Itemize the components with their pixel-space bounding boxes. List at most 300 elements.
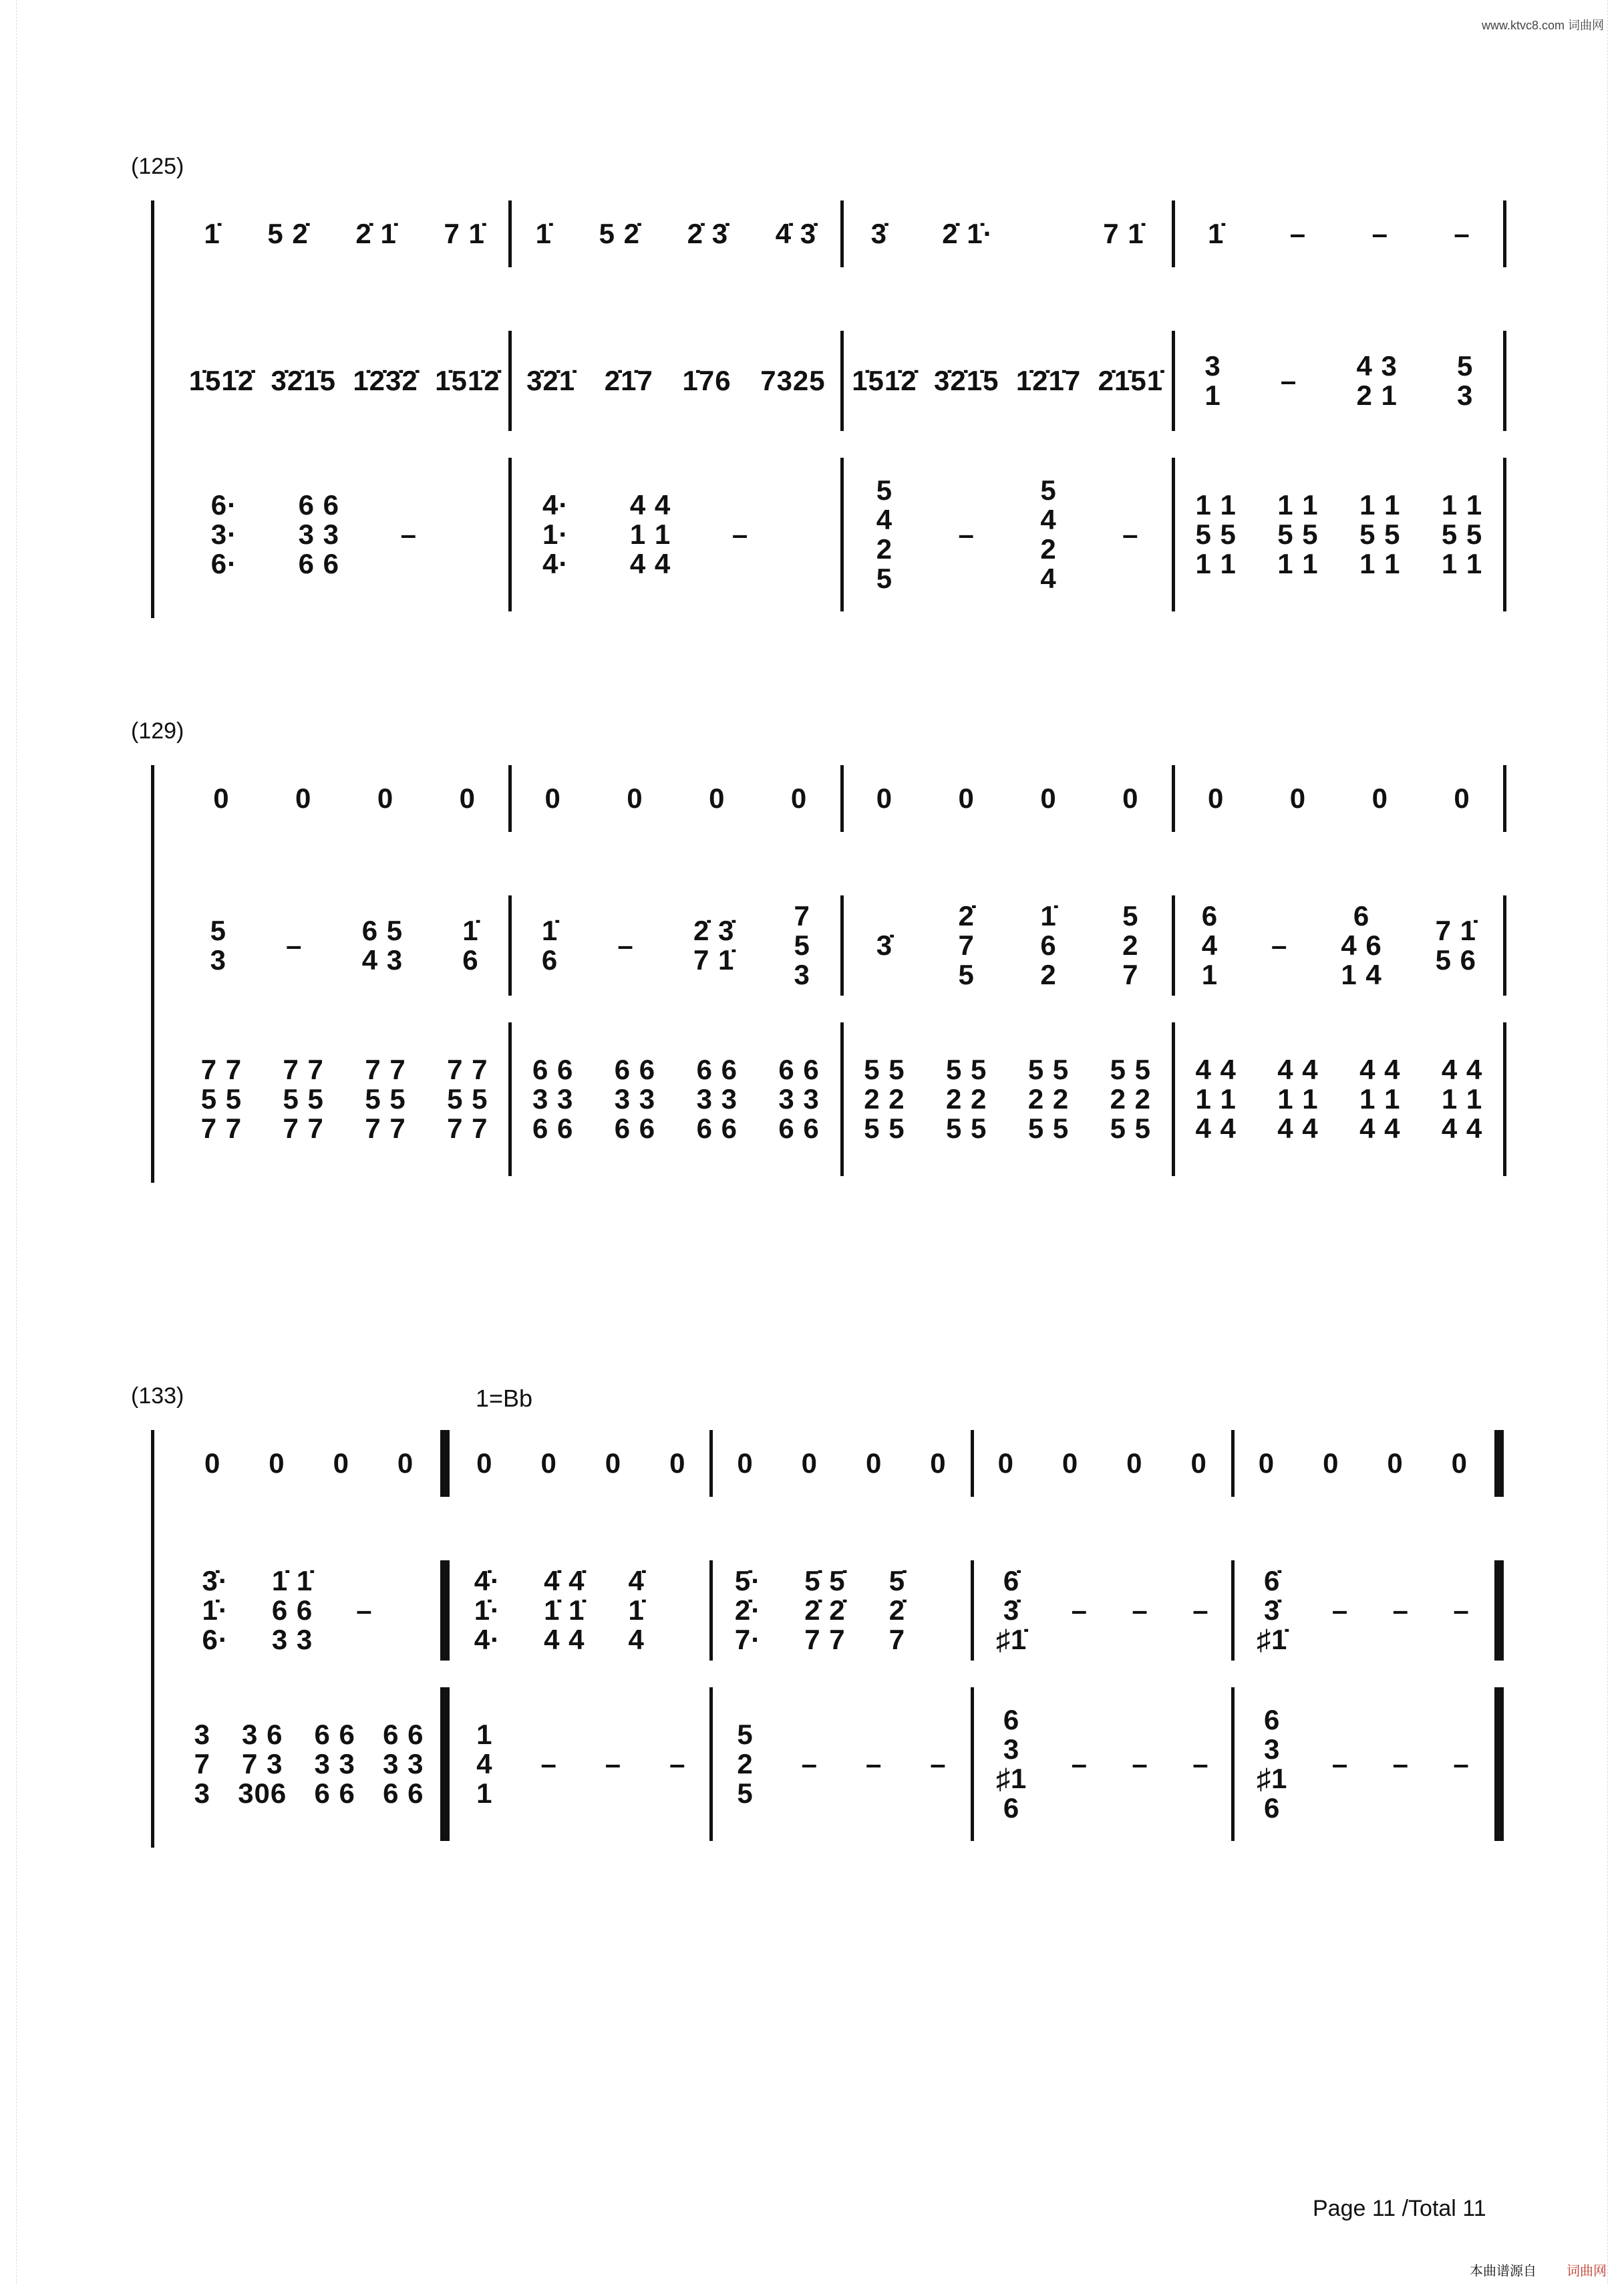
note: 2̇ 1̇ — [355, 217, 397, 249]
note: 6 6 — [696, 1113, 738, 1145]
note-group — [687, 219, 728, 249]
note: ♯1 — [1257, 1763, 1288, 1794]
measure — [1175, 458, 1503, 611]
note: 5 5 — [1277, 518, 1319, 550]
measure — [1175, 765, 1503, 832]
note: 1̇ — [541, 914, 558, 946]
note: 1 1 — [1277, 488, 1319, 521]
note: 5 — [876, 474, 893, 506]
barline — [1503, 458, 1506, 611]
note: – — [958, 518, 975, 550]
note-group — [599, 219, 640, 249]
note-group — [1202, 901, 1218, 990]
measure — [1175, 1022, 1503, 1176]
note: 0 — [540, 1447, 557, 1479]
note: 2 1 — [1356, 380, 1398, 411]
note: 1̇ 1̇ — [544, 1594, 585, 1626]
measure — [1175, 895, 1503, 996]
note-group — [794, 901, 810, 990]
note: 0 — [1122, 782, 1139, 814]
note: – — [1289, 217, 1307, 249]
treble-staff-row — [180, 1430, 1506, 1497]
note-group — [444, 219, 484, 249]
note-group — [942, 219, 993, 249]
note: 3 — [1457, 380, 1474, 411]
note-group — [1442, 490, 1482, 579]
note-group — [401, 520, 417, 549]
note-group — [709, 784, 725, 813]
note-group — [804, 1566, 845, 1655]
note: 6 — [541, 944, 558, 976]
note-group — [1132, 1749, 1148, 1779]
key-signature: 1=Bb — [476, 1385, 533, 1412]
note: 1̇ — [535, 217, 552, 249]
note: 3 3 — [298, 518, 340, 550]
note: 5 — [876, 563, 893, 595]
measure — [974, 1560, 1231, 1661]
note: 5 5 — [1110, 1113, 1152, 1145]
measure — [512, 1022, 840, 1176]
measure — [512, 331, 840, 431]
note-group — [669, 1449, 685, 1478]
note: 7 7 — [804, 1624, 846, 1656]
note: 1 — [476, 1718, 493, 1750]
measure — [180, 1687, 438, 1841]
note-group — [1028, 1055, 1069, 1143]
note: 3 — [1003, 1733, 1020, 1765]
note-group — [286, 931, 302, 960]
note: – — [669, 1747, 686, 1779]
note-group — [1016, 366, 1081, 396]
note: 5 2̇ — [599, 217, 640, 249]
note-group — [365, 1055, 405, 1143]
measure — [452, 1560, 709, 1661]
note-group — [283, 1055, 324, 1143]
measure — [1235, 1430, 1492, 1497]
note: 2̇1̇7 — [604, 364, 653, 396]
note: – — [1453, 1594, 1470, 1626]
note: 4 3 — [1356, 349, 1398, 382]
note: 3 3 — [383, 1747, 424, 1779]
note-group — [526, 366, 575, 396]
note: 5̇ — [888, 1564, 906, 1596]
note: – — [1280, 364, 1297, 396]
note: 1 — [1204, 380, 1221, 411]
note: – — [400, 518, 417, 550]
note: 0 — [1289, 782, 1307, 814]
note-group — [1323, 1449, 1339, 1478]
barline — [1503, 895, 1506, 996]
measure — [180, 331, 508, 431]
measure — [1235, 1687, 1492, 1841]
note: 3 3 — [532, 1083, 574, 1115]
note-group — [362, 916, 403, 975]
note: 0 — [1062, 1447, 1079, 1479]
note: 1̇51̇2̇ — [852, 364, 917, 396]
note: 5 5 — [1027, 1053, 1070, 1085]
note: 7 7 — [365, 1053, 406, 1085]
note-group — [238, 1720, 287, 1808]
note-group — [194, 1720, 210, 1808]
note: 0 — [269, 1447, 285, 1479]
note: 5 — [737, 1777, 754, 1810]
note: 4 — [1040, 563, 1057, 595]
note: – — [1122, 518, 1139, 550]
measure — [844, 1022, 1172, 1176]
note: 4 4 — [1441, 1113, 1483, 1145]
note-group — [189, 366, 254, 396]
note-group — [605, 1449, 621, 1478]
note: 1· — [542, 518, 569, 550]
note: 0 — [930, 1447, 947, 1479]
note: 1 1 — [1441, 1083, 1483, 1115]
measure — [180, 1430, 438, 1497]
note: 5 5 — [864, 1113, 905, 1145]
note: 3 6 — [242, 1718, 283, 1750]
note-group — [996, 1566, 1027, 1655]
note: – — [1071, 1747, 1088, 1779]
note-group — [959, 520, 975, 549]
note: 2 — [1040, 959, 1057, 991]
note-group — [1062, 1449, 1078, 1478]
note-group — [271, 366, 336, 396]
note: 6 6 — [696, 1053, 738, 1085]
note-group — [697, 1055, 738, 1143]
note: 1 1 — [1359, 488, 1401, 521]
note: 7 7 — [200, 1053, 242, 1085]
note: 6· — [210, 548, 238, 580]
note: 6· — [210, 488, 238, 521]
note: 6 6 — [314, 1718, 355, 1750]
note: 4 4 — [1195, 1053, 1237, 1085]
note: 3 — [210, 944, 226, 976]
note: 3̇· — [202, 1564, 228, 1596]
note: 1̇76 — [682, 364, 732, 396]
note: 3 — [794, 959, 810, 991]
note-group — [299, 490, 339, 579]
note: 1 — [476, 1777, 493, 1810]
note-group — [462, 916, 478, 975]
note: 6 6 — [532, 1113, 574, 1145]
note: 7· — [734, 1624, 762, 1656]
note-group — [544, 784, 560, 813]
note: – — [1392, 1747, 1409, 1779]
measure — [512, 458, 840, 611]
note-group — [536, 219, 552, 249]
measure — [180, 895, 508, 996]
note-group — [1290, 219, 1306, 249]
note: 2̇ — [958, 899, 975, 932]
double-barline — [440, 1687, 450, 1841]
note: 306 — [238, 1777, 287, 1810]
note: 1̇ — [1040, 899, 1057, 932]
note-group — [1359, 490, 1400, 579]
note: 0 — [1190, 1447, 1207, 1479]
note: 1 1 — [1441, 548, 1483, 580]
note: 3 3 — [314, 1747, 355, 1779]
note: 1̇2̇1̇7 — [1015, 364, 1082, 396]
note: 5 — [1040, 474, 1057, 506]
double-barline — [440, 1560, 450, 1661]
note-group — [397, 1449, 414, 1478]
note-group — [1393, 1749, 1409, 1779]
note: 1̇ — [204, 217, 220, 249]
note: 6 6 — [778, 1053, 820, 1085]
note: 4 — [1201, 929, 1219, 961]
note: 7 — [888, 1624, 906, 1656]
measure-number: (133) — [131, 1383, 184, 1409]
note: 2 — [1040, 533, 1057, 565]
note: 7 — [958, 929, 975, 961]
note: 1̇ — [1207, 217, 1225, 249]
note: 1 1 — [1277, 1083, 1319, 1115]
note-group — [1457, 351, 1473, 410]
note: 3̇2̇1̇ — [526, 364, 576, 396]
barline — [1503, 331, 1506, 431]
note-group — [1436, 916, 1476, 975]
note-group — [615, 1055, 655, 1143]
note: – — [1132, 1747, 1148, 1779]
note: – — [732, 518, 749, 550]
note-group — [1290, 784, 1306, 813]
note: 3 3 — [271, 1624, 313, 1656]
note: – — [1331, 1747, 1349, 1779]
note: 4· — [542, 488, 569, 521]
note: 5 5 — [1110, 1053, 1152, 1085]
measure — [512, 895, 840, 996]
note: 6 — [462, 944, 479, 976]
note: 6 6 — [298, 488, 340, 521]
note: 0 — [1207, 782, 1225, 814]
note: 4̇ 4̇ — [544, 1564, 585, 1596]
note-group — [1192, 1749, 1208, 1779]
note: 2̇· — [734, 1594, 762, 1626]
note: 2 — [737, 1747, 754, 1779]
note: 1 1 — [1195, 1083, 1237, 1115]
note: 6 6 — [271, 1594, 313, 1626]
measure — [844, 765, 1172, 832]
note-group — [871, 219, 887, 249]
note-group — [693, 916, 734, 975]
note: ♯1̇ — [995, 1624, 1027, 1656]
note-group — [735, 1566, 761, 1655]
note: 4 6 — [1341, 929, 1382, 961]
note: 5 5 — [447, 1083, 488, 1115]
note-group — [630, 490, 671, 579]
measure — [1175, 331, 1503, 431]
note: 0 — [737, 1447, 754, 1479]
note: 0 — [377, 782, 394, 814]
note: 0 — [213, 782, 230, 814]
note-group — [1356, 351, 1397, 410]
note-group — [1132, 1596, 1148, 1625]
note-group — [1098, 366, 1163, 396]
system-bracket — [151, 765, 154, 1183]
note: 5 2̇ — [267, 217, 309, 249]
note: 1 1 — [1195, 488, 1237, 521]
note-group — [1192, 1596, 1208, 1625]
note: 4 — [628, 1624, 645, 1656]
note: 7 7 — [365, 1113, 406, 1145]
note: 7 — [1122, 959, 1139, 991]
note: 1 4 — [1341, 959, 1382, 991]
note: 1 1 — [1359, 1083, 1401, 1115]
note-group — [540, 1449, 556, 1478]
right-margin-strip — [1607, 0, 1624, 2284]
note: 1 — [1201, 959, 1219, 991]
site-header: www.ktvc8.com 词曲网 — [1481, 19, 1604, 32]
note-group — [1195, 490, 1236, 579]
note-group — [1072, 1596, 1088, 1625]
note: 0 — [459, 782, 476, 814]
note: 0 — [204, 1447, 221, 1479]
note-group — [1122, 901, 1138, 990]
note: 4 4 — [629, 488, 671, 521]
measure — [180, 458, 508, 611]
note-group — [876, 931, 892, 960]
note-group — [474, 1566, 500, 1655]
note: – — [865, 1747, 882, 1779]
note-group — [876, 476, 892, 593]
note: 6 — [1003, 1703, 1020, 1735]
note: 1̇ — [462, 914, 479, 946]
page-number: Page 11 /Total 11 — [1313, 2196, 1486, 2221]
note: 0 — [669, 1447, 686, 1479]
note-group — [356, 1596, 372, 1625]
note: 4 4 — [629, 548, 671, 580]
measure — [180, 1560, 438, 1661]
note-group — [1454, 219, 1470, 249]
note-group — [605, 366, 653, 396]
double-barline — [1494, 1560, 1504, 1661]
measure — [974, 1687, 1231, 1841]
note-group — [476, 1449, 492, 1478]
note-group — [1259, 1449, 1275, 1478]
note: 2̇1̇51̇ — [1098, 364, 1164, 396]
note-group — [930, 1449, 946, 1478]
note-group — [998, 1449, 1014, 1478]
note: 3̇ — [870, 217, 887, 249]
measure — [844, 895, 1172, 996]
note: 7 — [194, 1747, 210, 1779]
note: 0 — [876, 782, 893, 814]
note: 4 4 — [1359, 1113, 1401, 1145]
note: 2 — [1122, 929, 1139, 961]
measure-number: (125) — [131, 154, 184, 179]
treble-staff-row — [180, 200, 1506, 267]
note-group — [1387, 1449, 1403, 1478]
note: 2 — [876, 533, 893, 565]
note: 5̇· — [734, 1564, 762, 1596]
bass-staff-row — [180, 458, 1506, 611]
note-group — [269, 1449, 285, 1478]
note: 1 1 — [1441, 488, 1483, 521]
note: 6 6 — [298, 548, 340, 580]
note-group — [435, 366, 500, 396]
note-group — [1103, 219, 1144, 249]
note: 4 4 — [1277, 1053, 1319, 1085]
note: 6· — [202, 1624, 228, 1656]
note: 0 — [790, 782, 808, 814]
measure — [512, 200, 840, 267]
note-group — [1372, 784, 1388, 813]
note: 0 — [333, 1447, 349, 1479]
note: 1̇ 1̇ — [271, 1564, 313, 1596]
note: 6 6 — [532, 1053, 574, 1085]
note: 3 — [1264, 1733, 1281, 1765]
note: 1 1 — [1359, 548, 1401, 580]
note: 4 — [1040, 503, 1057, 535]
note: 0 — [627, 782, 643, 814]
note: 0 — [801, 1447, 818, 1479]
double-barline — [1494, 1687, 1504, 1841]
note-group — [1122, 520, 1138, 549]
note: 5 5 — [365, 1083, 406, 1115]
note-group — [866, 1449, 882, 1478]
note-group — [683, 366, 732, 396]
note: – — [1192, 1747, 1209, 1779]
note-group — [996, 1705, 1027, 1823]
note-group — [202, 1566, 228, 1655]
note: 3̇ — [876, 929, 893, 961]
note: 2̇ 3̇ — [687, 217, 729, 249]
note: 0 — [397, 1447, 414, 1479]
note-group — [1122, 784, 1138, 813]
note-group — [776, 219, 816, 249]
note-group — [333, 1449, 349, 1478]
note: – — [605, 1747, 622, 1779]
measure — [1235, 1560, 1492, 1661]
note: 1̇· — [202, 1594, 228, 1626]
note: 0 — [958, 782, 975, 814]
note: 7 7 — [283, 1113, 324, 1145]
note: 6̇ — [1264, 1564, 1281, 1596]
barline — [1503, 200, 1506, 267]
brand-tag: 词曲网 — [1567, 2264, 1607, 2279]
measure — [844, 331, 1172, 431]
note-group — [628, 1566, 644, 1655]
note: 6 — [1353, 899, 1370, 932]
note-group — [1332, 1749, 1348, 1779]
note-group — [1277, 1055, 1318, 1143]
source-tag: 本曲谱源自 — [1470, 2264, 1536, 2279]
note: 6 6 — [383, 1718, 424, 1750]
note: 7 1̇ — [1435, 914, 1477, 946]
note-group — [1332, 1596, 1348, 1625]
measure — [844, 458, 1172, 611]
measure — [452, 1687, 709, 1841]
measure — [452, 1430, 709, 1497]
note-group — [1072, 1749, 1088, 1779]
note: 5 — [737, 1718, 754, 1750]
measure — [180, 200, 508, 267]
note: 4̇ — [628, 1564, 645, 1596]
note-group — [1452, 1449, 1468, 1478]
note: 7 1̇ — [444, 217, 485, 249]
note-group — [1208, 784, 1224, 813]
measure — [180, 1022, 508, 1176]
note: 5 5 — [1441, 518, 1483, 550]
note-group — [1453, 1596, 1469, 1625]
note: 0 — [295, 782, 312, 814]
note: 4 3 — [361, 944, 403, 976]
bass-staff-row — [180, 1022, 1506, 1176]
note: 1 1 — [1195, 548, 1237, 580]
system-bracket — [151, 200, 154, 618]
note: 2̇ 1̇· — [942, 217, 993, 249]
note: – — [1371, 217, 1388, 249]
note-group — [1040, 901, 1056, 990]
